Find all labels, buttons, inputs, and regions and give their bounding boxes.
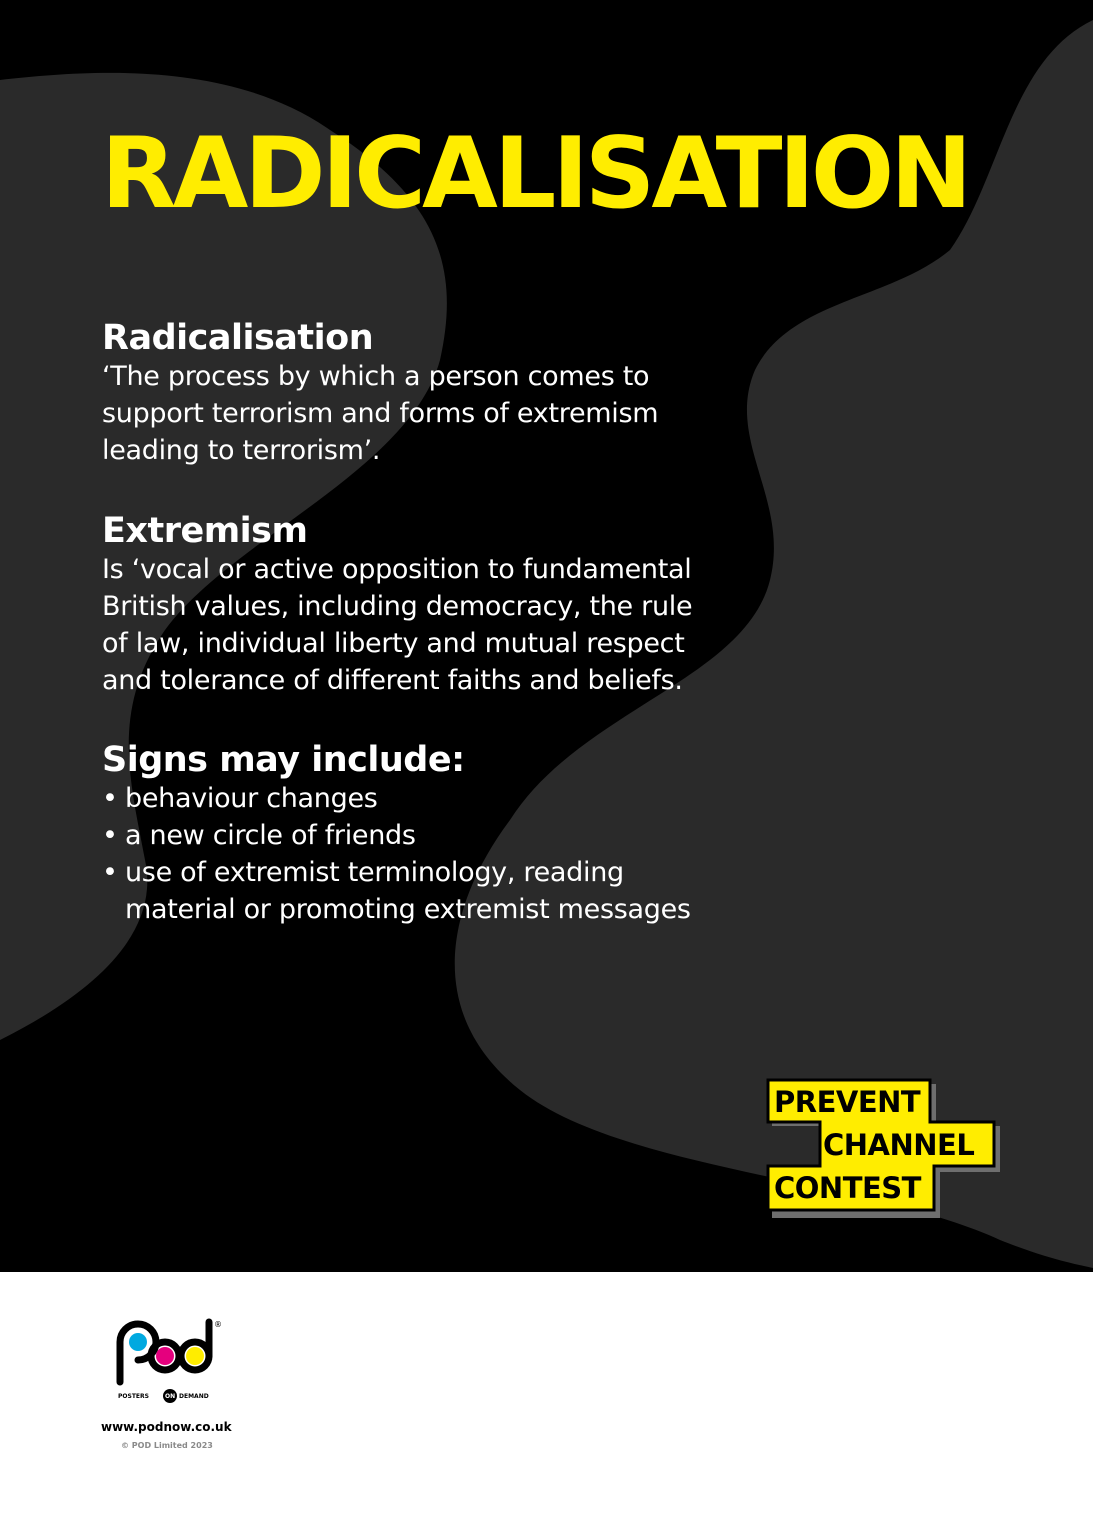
- page-title: RADICALISATION: [101, 117, 969, 231]
- extremism-heading: Extremism: [102, 511, 308, 551]
- pod-logo: [110, 1312, 235, 1407]
- pcc-line-contest: CONTEST: [774, 1171, 921, 1205]
- extremism-definition: [102, 511, 782, 699]
- sign-text: a new circle of friends: [125, 820, 416, 851]
- signs-list: [102, 740, 782, 928]
- definition-line: support terrorism and forms of extremism: [102, 398, 659, 429]
- radicalisation-heading: Radicalisation: [102, 318, 374, 358]
- logo-tagline-mid: ON: [165, 1393, 176, 1400]
- signs-items: [102, 780, 782, 928]
- definition-line: and tolerance of different faiths and beliefs.: [102, 665, 683, 696]
- list-item: [102, 817, 782, 854]
- pcc-line-channel: CHANNEL: [823, 1128, 975, 1162]
- list-item: [102, 780, 782, 817]
- signs-heading: Signs may include:: [102, 740, 465, 780]
- definition-line: of law, individual liberty and mutual respect: [102, 628, 685, 659]
- radicalisation-definition: [102, 318, 782, 469]
- bullet-icon: •: [102, 820, 118, 851]
- sign-text-continued: material or promoting extremist messages: [125, 894, 691, 925]
- logo-tagline-left: POSTERS: [118, 1393, 149, 1400]
- list-item: [102, 854, 782, 928]
- footer-url: www.podnow.co.uk: [101, 1420, 232, 1434]
- definition-line: ‘The process by which a person comes to: [102, 361, 650, 392]
- registered-mark: ®: [214, 1320, 222, 1329]
- definition-line: British values, including democracy, the rule: [102, 591, 693, 622]
- sign-text: use of extremist terminology, reading: [125, 857, 624, 888]
- sign-text: behaviour changes: [125, 783, 378, 814]
- definition-line: Is ‘vocal or active opposition to fundamental: [102, 554, 692, 585]
- prevent-channel-contest-logo: [766, 1078, 1006, 1218]
- logo-tagline-right: DEMAND: [179, 1393, 209, 1400]
- pcc-line-prevent: PREVENT: [774, 1085, 921, 1119]
- bullet-icon: •: [102, 857, 118, 888]
- footer-copyright: © POD Limited 2023: [121, 1441, 213, 1450]
- bullet-icon: •: [102, 783, 118, 814]
- definition-line: leading to terrorism’.: [102, 435, 381, 466]
